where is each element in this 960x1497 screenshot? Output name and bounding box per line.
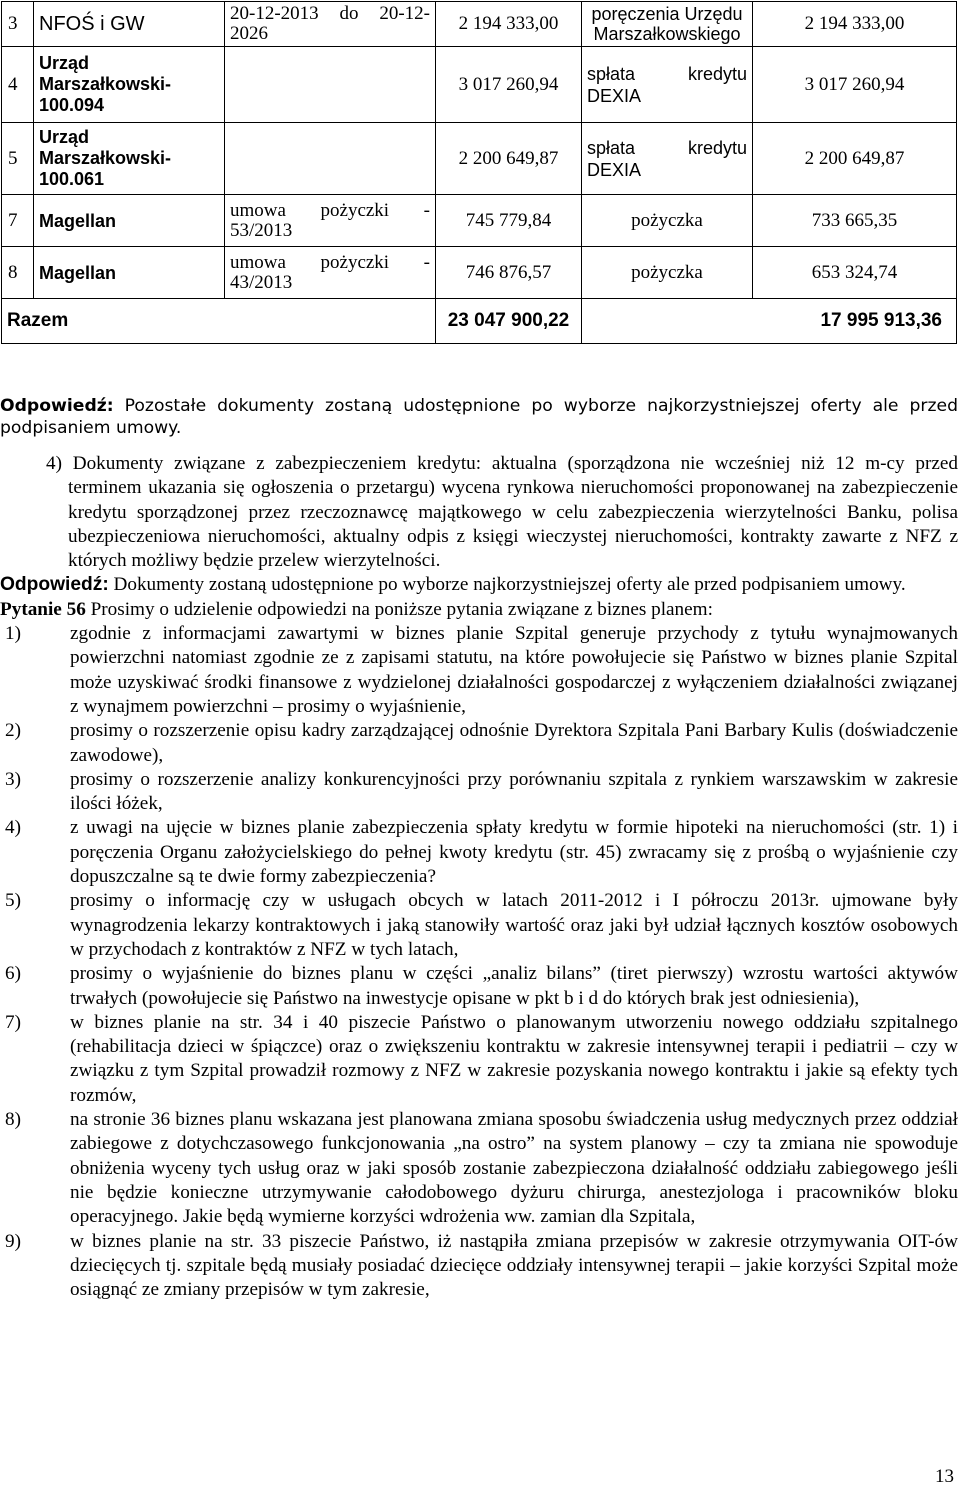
list-text: w biznes planie na str. 34 i 40 piszecie Państwo o planowanym utworzeniu nowego oddziału szpitalnego (rehabilitacja dzieci w śpiączce) oraz o zwiększeniu kontraktu w zakresie intensywnej terapii i pediatrii – czy w związku z tym Szpital prowadził rozmowy z NFZ w zakresie pozyskania nowego kontraktu i jakie są efekty tych rozmów,	[70, 1011, 958, 1106]
row-number: 4	[2, 47, 34, 123]
amount-cell: 3 017 260,94	[436, 47, 582, 123]
creditor-name: Urząd Marszałkowski-100.061	[34, 123, 225, 195]
agreement-cell	[225, 47, 436, 123]
type-cell: pożyczka	[582, 195, 753, 247]
remaining-cell: 733 665,35	[753, 195, 957, 247]
type-cell: poręczenia Urzędu Marszałkowskiego	[582, 2, 753, 47]
list-item	[0, 719, 958, 768]
list-text: z uwagi na ujęcie w biznes planie zabezpieczenia spłaty kredytu w formie hipoteki na nieruchomości (str. 1) i poręczenia Organu założycielskiego do pełnej kwoty kredytu (str. 45) zwracamy się z prośbą o wyjaśnienie czy dopuszczalne są te dwie formy zabezpieczenia?	[70, 817, 958, 888]
debt-table	[1, 1, 957, 344]
list-number: 5)	[5, 890, 21, 912]
list-text: na stronie 36 biznes planu wskazana jest planowana zmiana sposobu świadczenia usług medycznych przez oddział zabiegowe z dotychczasowego funkcjonowania „na ostro” na system planowy – czy ta zmiana nie spowoduje obniżenia wyceny tych usług oraz w jaki sposób zostanie zabezpieczona działalność oddziału zabiegowego jeśli nie będzie konieczne utrzymywanie całodobowego dyżuru chirurga, anestezjologa i pracowników bloku operacyjnego. Jakie będą wymierne korzyści wdrożenia ww. zamian dla Szpitala,	[70, 1109, 958, 1228]
creditor-name: Urząd Marszałkowski-100.094	[34, 47, 225, 123]
remaining-cell: 2 194 333,00	[753, 2, 957, 47]
page-number: 13	[935, 1466, 954, 1487]
answer-paragraph	[0, 395, 958, 439]
amount-cell: 2 200 649,87	[436, 123, 582, 195]
table-row	[2, 195, 957, 247]
amount-cell: 746 876,57	[436, 247, 582, 299]
agreement-cell: umowa pożyczki - 43/2013	[225, 247, 436, 299]
list-item	[0, 962, 958, 1011]
list-text: w biznes planie na str. 33 piszecie Państwo, iż nastąpiła zmiana przepisów w zakresie otrzymywania OIT-ów dziecięcych tj. szpitale będą musiały posiadać dziecięce oddziały intensywnej terapii – jakie korzyści Szpital może osiągnąć ze zmiany przepisów w tym zakresie,	[70, 1230, 958, 1301]
total-label: Razem	[2, 299, 436, 344]
type-cell: spłata kredytu DEXIA	[582, 123, 753, 195]
total-amount: 23 047 900,22	[436, 299, 582, 344]
required-documents-item: 4) Dokumenty związane z zabezpieczeniem kredytu: aktualna (sporządzona nie wcześniej niż 12 m-cy przed terminem ukazania się ogłoszenia o przetargu) wycena rynkowa nieruchomości proponowanej na zabezpieczenie kredytu sporządzonej przez rzeczoznawcę majątkowego w celu zabezpieczenia wierzytelności Banku, polisa ubezpieczeniowa nieruchomości, aktualny odpis z księgi wieczystej nieruchomości, kontrakty zawarte z NFZ z których możliwy będzie przelew wierzytelności.	[46, 453, 958, 572]
row-number: 7	[2, 195, 34, 247]
list-number: 3)	[5, 768, 21, 790]
list-number: 1)	[5, 623, 21, 645]
list-item	[0, 1230, 958, 1303]
amount-cell: 2 194 333,00	[436, 2, 582, 47]
question-intro: Prosimy o udzielenie odpowiedzi na poniższe pytania związane z biznes planem:	[85, 598, 713, 620]
row-number: 3	[2, 2, 34, 47]
list-item	[0, 889, 958, 962]
list-number: 4)	[5, 817, 21, 839]
type-cell: spłata kredytu DEXIA	[582, 47, 753, 123]
table-row	[2, 47, 957, 123]
agreement-cell: 20-12-2013 do 20-12-2026	[225, 2, 436, 47]
list-text: prosimy o wyjaśnienie do biznes planu w części „analiz bilans” (tiret pierwszy) wzrostu wartości aktywów trwałych (powołujecie się Państwo na inwestycje opisane w pkt b i d do których brak jest odniesienia),	[70, 963, 958, 1009]
agreement-cell: umowa pożyczki - 53/2013	[225, 195, 436, 247]
table-row	[2, 247, 957, 299]
list-text: prosimy o rozszerzenie opisu kadry zarządzającej odnośnie Dyrektora Szpitala Pani Barbary Kulis (doświadczenie zawodowe),	[70, 720, 958, 766]
list-item	[0, 816, 958, 889]
list-number: 7)	[5, 1011, 21, 1033]
answer-text: Pozostałe dokumenty zostaną udostępnione po wyborze najkorzystniejszej oferty ale przed podpisaniem umowy.	[0, 396, 958, 439]
list-number: 6)	[5, 963, 21, 985]
remaining-cell: 3 017 260,94	[753, 47, 957, 123]
remaining-cell: 2 200 649,87	[753, 123, 957, 195]
question-label: Pytanie 56	[0, 598, 86, 620]
list-text: prosimy o informację czy w usługach obcych w latach 2011-2012 i I półroczu 2013r. ujmowane były wynagrodzenia lekarzy kontraktowych i jaką stanowiły wartość oraz jaki był udział łącznych kosztów osobowych w przychodach z kontraktów z NFZ w tych latach,	[70, 890, 958, 960]
amount-cell: 745 779,84	[436, 195, 582, 247]
answer-paragraph	[0, 573, 958, 597]
question-heading	[0, 598, 958, 622]
table-row	[2, 123, 957, 195]
answer-label: Odpowiedź:	[0, 574, 109, 596]
type-cell: pożyczka	[582, 247, 753, 299]
row-number: 8	[2, 247, 34, 299]
list-number: 9)	[5, 1230, 21, 1252]
list-number: 2)	[5, 720, 21, 742]
row-number: 5	[2, 123, 34, 195]
list-item	[0, 1011, 958, 1108]
list-text: prosimy o rozszerzenie analizy konkurencyjności przy porównaniu szpitala z rynkiem warszawskim w zakresie ilości łóżek,	[70, 768, 958, 815]
agreement-cell	[225, 123, 436, 195]
remaining-cell: 653 324,74	[753, 247, 957, 299]
list-item	[0, 1108, 958, 1229]
list-item	[0, 768, 958, 817]
total-row	[2, 299, 957, 344]
list-item	[0, 622, 958, 719]
answer-text: Dokumenty zostaną udostępnione po wyborze najkorzystniejszej oferty ale przed podpisaniem umowy.	[108, 574, 906, 596]
table-row	[2, 2, 957, 47]
document-body	[0, 452, 958, 1302]
creditor-name: Magellan	[34, 195, 225, 247]
creditor-name: Magellan	[34, 247, 225, 299]
list-number: 8)	[5, 1109, 21, 1131]
creditor-name: NFOŚ i GW	[34, 2, 225, 47]
list-text: zgodnie z informacjami zawartymi w biznes planie Szpital generuje przychody z tytułu wynajmowanych powierzchni natomiast zgodnie ze z zapisami statutu, na które powołujecie się Państwo w biznes planie Szpital może uzyskiwać środki finansowe z wydzielonej działalności gospodarczej z wyłączeniem działalności związanej z wynajmem powierzchni – prosimy o wyjaśnienie,	[70, 623, 958, 717]
answer-label: Odpowiedź:	[0, 396, 114, 417]
total-remaining: 17 995 913,36	[582, 299, 957, 344]
